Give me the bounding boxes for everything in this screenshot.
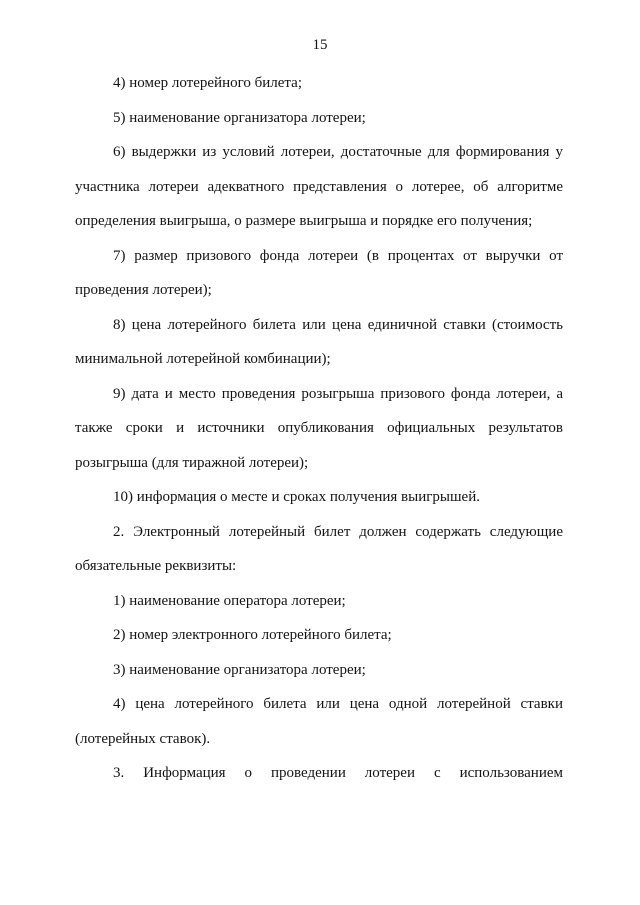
page-number: 15 (312, 37, 328, 53)
paragraph-requisite-3 (75, 653, 563, 688)
paragraph-item-5 (75, 101, 563, 136)
text-line: также сроки и источники опубликования официальных результатов (75, 420, 563, 436)
text-line: 2) номер электронного лотерейного билета; (113, 627, 392, 643)
text-line: 5) наименование организатора лотереи; (113, 109, 366, 126)
text-line: 1) наименование оператора лотереи; (113, 592, 346, 609)
document-body (75, 66, 563, 791)
text-line: участника лотереи адекватного представления о лотерее, об алгоритме (75, 178, 563, 195)
text-line: 4) номер лотерейного билета; (113, 75, 302, 91)
paragraph-requisite-2 (75, 618, 563, 653)
text-line: обязательные реквизиты: (75, 558, 237, 574)
paragraph-section-2 (75, 515, 563, 584)
text-line: 9) дата и место проведения розыгрыша призового фонда лотереи, а (113, 385, 563, 402)
paragraph-requisite-1 (75, 584, 563, 619)
text-line: 3) наименование организатора лотереи; (113, 661, 366, 678)
paragraph-item-9 (75, 377, 563, 481)
paragraph-item-8 (75, 308, 563, 377)
text-line: (лотерейных ставок). (75, 730, 211, 747)
paragraph-item-4 (75, 66, 563, 101)
text-line: 4) цена лотерейного билета или цена одной лотерейной ставки (113, 696, 563, 712)
text-line: определения выигрыша, о размере выигрыша и порядке его получения; (75, 213, 533, 229)
text-line: 6) выдержки из условий лотереи, достаточные для формирования у (113, 144, 563, 160)
text-line: розыгрыша (для тиражной лотереи); (75, 454, 309, 471)
paragraph-requisite-4 (75, 687, 563, 756)
paragraph-item-10 (75, 480, 563, 515)
text-line: минимальной лотерейной комбинации); (75, 351, 331, 367)
paragraph-item-6 (75, 135, 563, 239)
text-line: 7) размер призового фонда лотереи (в процентах от выручки от (113, 247, 563, 264)
paragraph-item-7 (75, 239, 563, 308)
paragraph-section-3 (75, 756, 563, 791)
text-line: 2. Электронный лотерейный билет должен содержать следующие (113, 523, 563, 540)
text-line: проведения лотереи); (75, 282, 212, 298)
text-line: 10) информация о месте и сроках получения выигрышей. (113, 489, 480, 505)
text-line: 3. Информация о проведении лотереи с использованием (113, 765, 563, 781)
text-line: 8) цена лотерейного билета или цена единичной ставки (стоимость (113, 316, 563, 333)
